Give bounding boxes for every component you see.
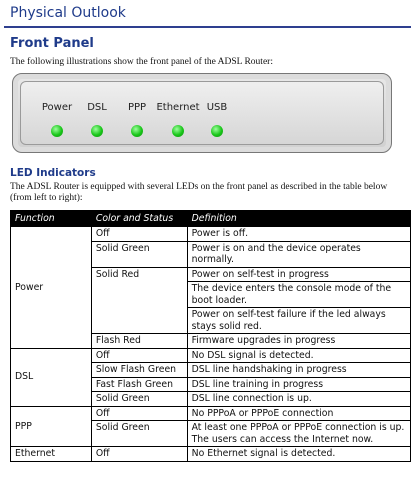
power-led-icon <box>51 125 63 137</box>
definition-cell: Power is on and the device operates normally. <box>187 241 410 267</box>
definition-cell: DSL line training in progress <box>187 377 410 392</box>
status-cell: Off <box>91 227 187 242</box>
status-cell: Solid Green <box>91 392 187 407</box>
ppp-led-icon <box>131 125 143 137</box>
page-header <box>4 2 411 28</box>
led-label-power: Power <box>41 102 73 113</box>
status-cell: Off <box>91 406 187 421</box>
led-label-ethernet: Ethernet <box>156 102 200 113</box>
front-panel-intro: The following illustrations show the front panel of the ADSL Router: <box>10 57 273 67</box>
column-header-definition: Definition <box>187 211 410 227</box>
status-cell: Solid Green <box>91 241 187 267</box>
led-label-dsl: DSL <box>87 102 107 113</box>
status-cell: Fast Flash Green <box>91 377 187 392</box>
definition-cell: DSL line handshaking in progress <box>187 363 410 378</box>
status-cell: Solid Red <box>91 267 187 334</box>
table-row <box>11 447 411 462</box>
table-header-row <box>11 211 411 227</box>
led-indicators-intro-line2: (from left to right): <box>10 193 83 203</box>
page-title: Physical Outlook <box>10 5 126 21</box>
table-row <box>11 406 411 421</box>
usb-led-icon <box>211 125 223 137</box>
status-cell: Slow Flash Green <box>91 363 187 378</box>
router-front-panel <box>12 73 392 153</box>
definition-cell: No PPPoA or PPPoE connection <box>187 406 410 421</box>
function-cell-ppp: PPP <box>11 406 92 447</box>
led-label-usb: USB <box>206 102 228 113</box>
definition-cell: The device enters the console mode of the boot loader. <box>187 282 410 308</box>
status-cell: Off <box>91 348 187 363</box>
status-cell: Solid Green <box>91 421 187 447</box>
table-row <box>11 227 411 242</box>
definition-cell: At least one PPPoA or PPPoE connection is up. The users can access the Internet now. <box>187 421 410 447</box>
led-indicator-table <box>10 210 411 462</box>
definition-cell: Power on self-test failure if the led always stays solid red. <box>187 308 410 334</box>
led-indicators-heading: LED Indicators <box>10 167 96 179</box>
status-cell: Flash Red <box>91 334 187 349</box>
function-cell-dsl: DSL <box>11 348 92 406</box>
definition-cell: DSL line connection is up. <box>187 392 410 407</box>
led-label-ppp: PPP <box>127 102 147 113</box>
ethernet-led-icon <box>172 125 184 137</box>
table-row <box>11 348 411 363</box>
led-indicators-intro-line1: The ADSL Router is equipped with several LEDs on the front panel as described in the table below <box>10 182 388 192</box>
router-front-panel-face <box>20 81 384 145</box>
function-cell-ethernet: Ethernet <box>11 447 92 462</box>
function-cell-power: Power <box>11 227 92 349</box>
definition-cell: Firmware upgrades in progress <box>187 334 410 349</box>
definition-cell: Power is off. <box>187 227 410 242</box>
front-panel-heading: Front Panel <box>10 36 94 51</box>
dsl-led-icon <box>91 125 103 137</box>
status-cell: Off <box>91 447 187 462</box>
definition-cell: No Ethernet signal is detected. <box>187 447 410 462</box>
column-header-function: Function <box>11 211 92 227</box>
definition-cell: Power on self-test in progress <box>187 267 410 282</box>
column-header-status: Color and Status <box>91 211 187 227</box>
definition-cell: No DSL signal is detected. <box>187 348 410 363</box>
